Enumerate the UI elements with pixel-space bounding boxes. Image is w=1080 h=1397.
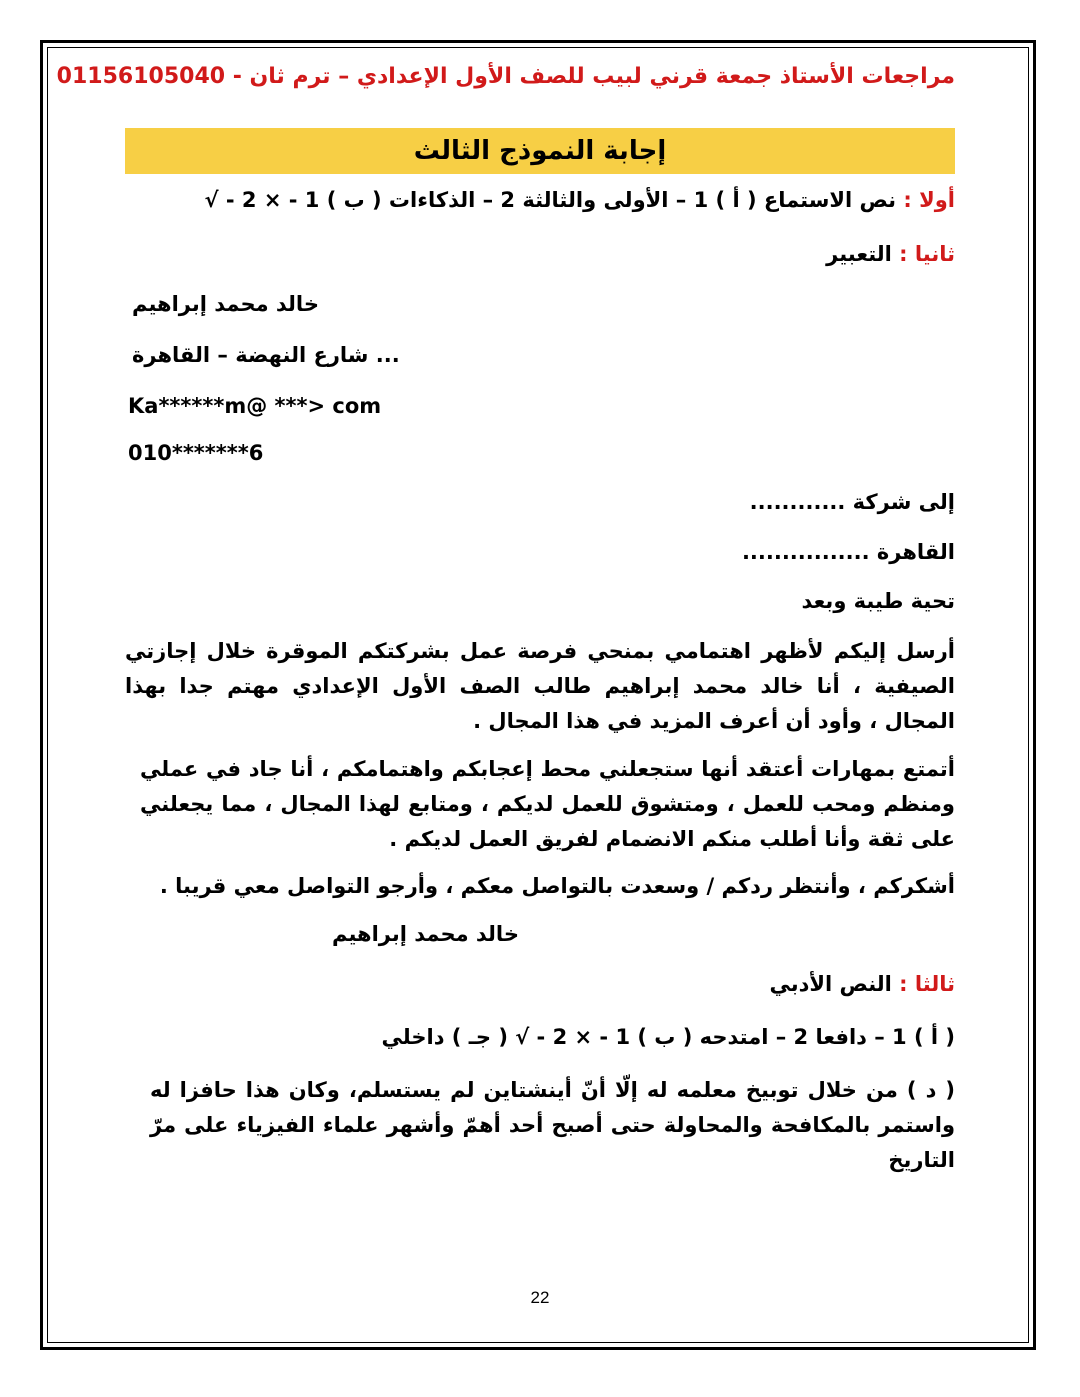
section-1-label: أولا : (903, 188, 955, 212)
section-2-text: التعبير (826, 242, 900, 266)
section-3-literary-text (770, 972, 956, 996)
letter-paragraph-2: أتمتع بمهارات أعتقد أنها ستجعلني محط إعجابكم واهتمامكم ، أنا جاد في عملي ومنظم ومحب للعمل ، ومتشوق للعمل لديكم ، ومتابع لهذا المجال ، مما يجعلني على ثقة وأنا أطلب منكم الانضمام لفريق العمل لديكم . (140, 757, 955, 851)
sender-email: Ka******m@ ***> com (128, 394, 382, 418)
section-1-text: نص الاستماع ( أ ) 1 – الأولى والثالثة 2 – الذكاءات ( ب ) 1 - × 2 - √ (204, 188, 904, 212)
letter-signature: خالد محمد إبراهيم (332, 922, 519, 946)
page-header: مراجعات الأستاذ جمعة قرني لبيب للصف الأول الإعدادي – ترم ثان - 01156105040 (56, 64, 955, 89)
sender-phone: 010*******6 (128, 441, 264, 465)
section-2-label: ثانيا : (899, 242, 955, 266)
section-2-expression (826, 242, 955, 266)
section-3-text: النص الأدبي (769, 972, 900, 996)
letter-paragraph-1: أرسل إليكم لأظهر اهتمامي بمنحي فرصة عمل بشركتكم الموقرة خلال إجازتي الصيفية ، أنا خالد محمد إبراهيم طالب الصف الأول الإعدادي مهتم جدا بهذا المجال ، وأود أن أعرف المزيد في هذا المجال . (125, 639, 955, 733)
page-number: 22 (530, 1288, 550, 1307)
section-3-answer-d: ( د ) من خلال توبيخ معلمه له إلّا أنّ أينشتاين لم يستسلم، وكان هذا حافزا له واستمر بالمكافحة والمحاولة حتى أصبح أحد أهمّ وأشهر علماء الفيزياء على مرّ التاريخ (150, 1078, 955, 1172)
section-3-label: ثالثا : (899, 972, 955, 996)
recipient-city: القاهرة ................ (741, 540, 955, 564)
greeting: تحية طيبة وبعد (801, 589, 955, 613)
sender-name: خالد محمد إبراهيم (132, 292, 319, 316)
section-1-listening (205, 188, 955, 212)
page-title: إجابة النموذج الثالث (125, 128, 955, 174)
letter-closing: أشكركم ، وأنتظر ردكم / وسعدت بالتواصل معكم ، وأرجو التواصل معي قريبا . (159, 874, 955, 898)
sender-address: ... شارع النهضة – القاهرة (132, 343, 400, 367)
recipient-company: إلى شركة ............ (749, 490, 955, 514)
section-3-answers: ( أ ) 1 – دافعا 2 – امتدحه ( ب ) 1 - × 2 - √ ( جـ ) داخلي (381, 1025, 955, 1049)
